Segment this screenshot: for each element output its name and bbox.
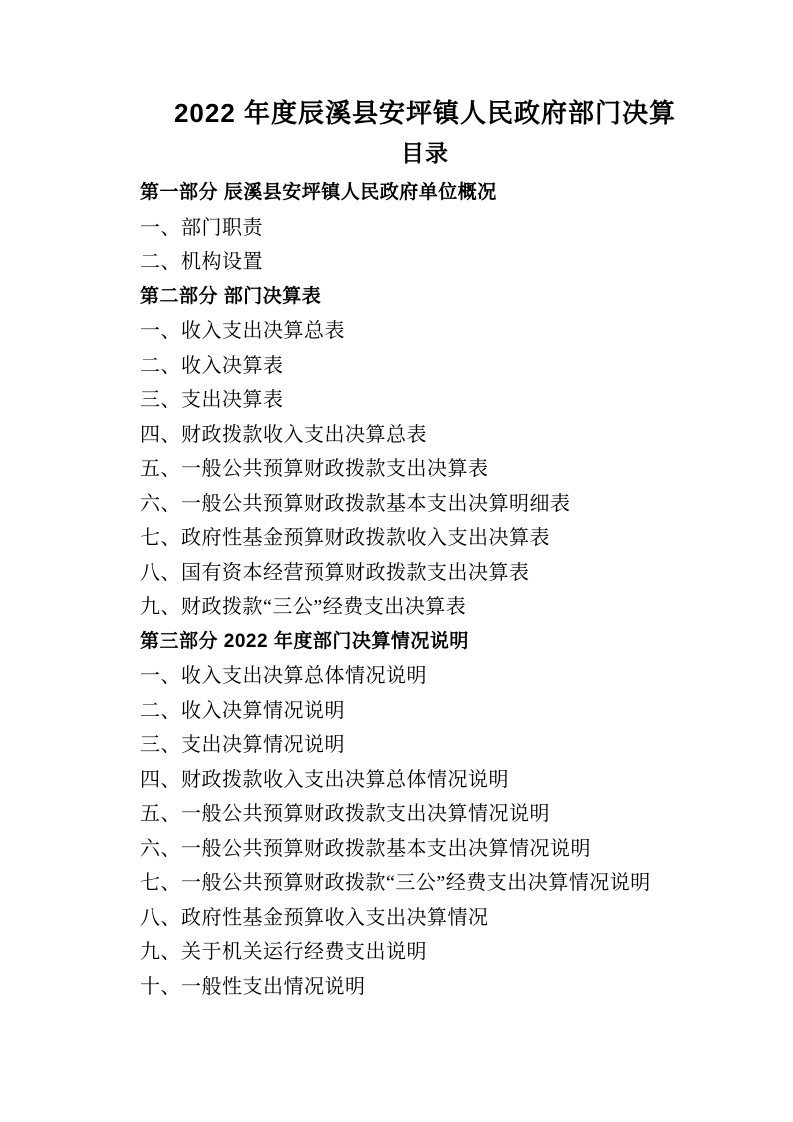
toc-item: 二、机构设置 [140, 251, 263, 273]
toc-item: 十、一般性支出情况说明 [140, 975, 366, 998]
toc-item: 二、收入决算表 [140, 354, 284, 377]
toc-item: 三、支出决算情况说明 [140, 734, 345, 756]
toc-item: 八、政府性基金预算收入支出决算情况 [140, 906, 489, 929]
toc-item: 九、关于机关运行经费支出说明 [140, 941, 427, 963]
toc-item: 六、一般公共预算财政拨款基本支出决算情况说明 [140, 837, 591, 860]
toc-item: 七、一般公共预算财政拨款“三公”经费支出决算情况说明 [140, 872, 651, 894]
toc-item: 一、部门职责 [140, 216, 263, 239]
section-heading-part2: 第二部分 部门决算表 [140, 285, 322, 307]
toc-item: 六、一般公共预算财政拨款基本支出决算明细表 [140, 492, 571, 515]
toc-item: 四、财政拨款收入支出决算总表 [140, 423, 427, 446]
section-heading-part3: 第三部分 2022 年度部门决算情况说明 [140, 630, 469, 652]
section-heading-part1: 第一部分 辰溪县安坪镇人民政府单位概况 [140, 182, 497, 203]
toc-item: 五、一般公共预算财政拨款支出决算表 [140, 458, 489, 480]
toc-item: 一、收入支出决算总表 [140, 320, 345, 342]
toc-item: 九、财政拨款“三公”经费支出决算表 [140, 596, 467, 618]
toc-item: 八、国有资本经营预算财政拨款支出决算表 [140, 561, 530, 584]
doc-title: 2022 年度辰溪县安坪镇人民政府部门决算 [173, 98, 677, 128]
toc-item: 五、一般公共预算财政拨款支出决算情况说明 [140, 803, 550, 825]
toc-item: 七、政府性基金预算财政拨款收入支出决算表 [140, 527, 550, 549]
toc-item: 四、财政拨款收入支出决算总体情况说明 [140, 768, 509, 791]
toc-item: 二、收入决算情况说明 [140, 699, 345, 722]
toc-heading: 目录 [401, 140, 449, 166]
document-content [140, 93, 710, 1004]
toc-item: 三、支出决算表 [140, 389, 284, 411]
toc [140, 176, 710, 1004]
toc-item: 一、收入支出决算总体情况说明 [140, 665, 427, 687]
